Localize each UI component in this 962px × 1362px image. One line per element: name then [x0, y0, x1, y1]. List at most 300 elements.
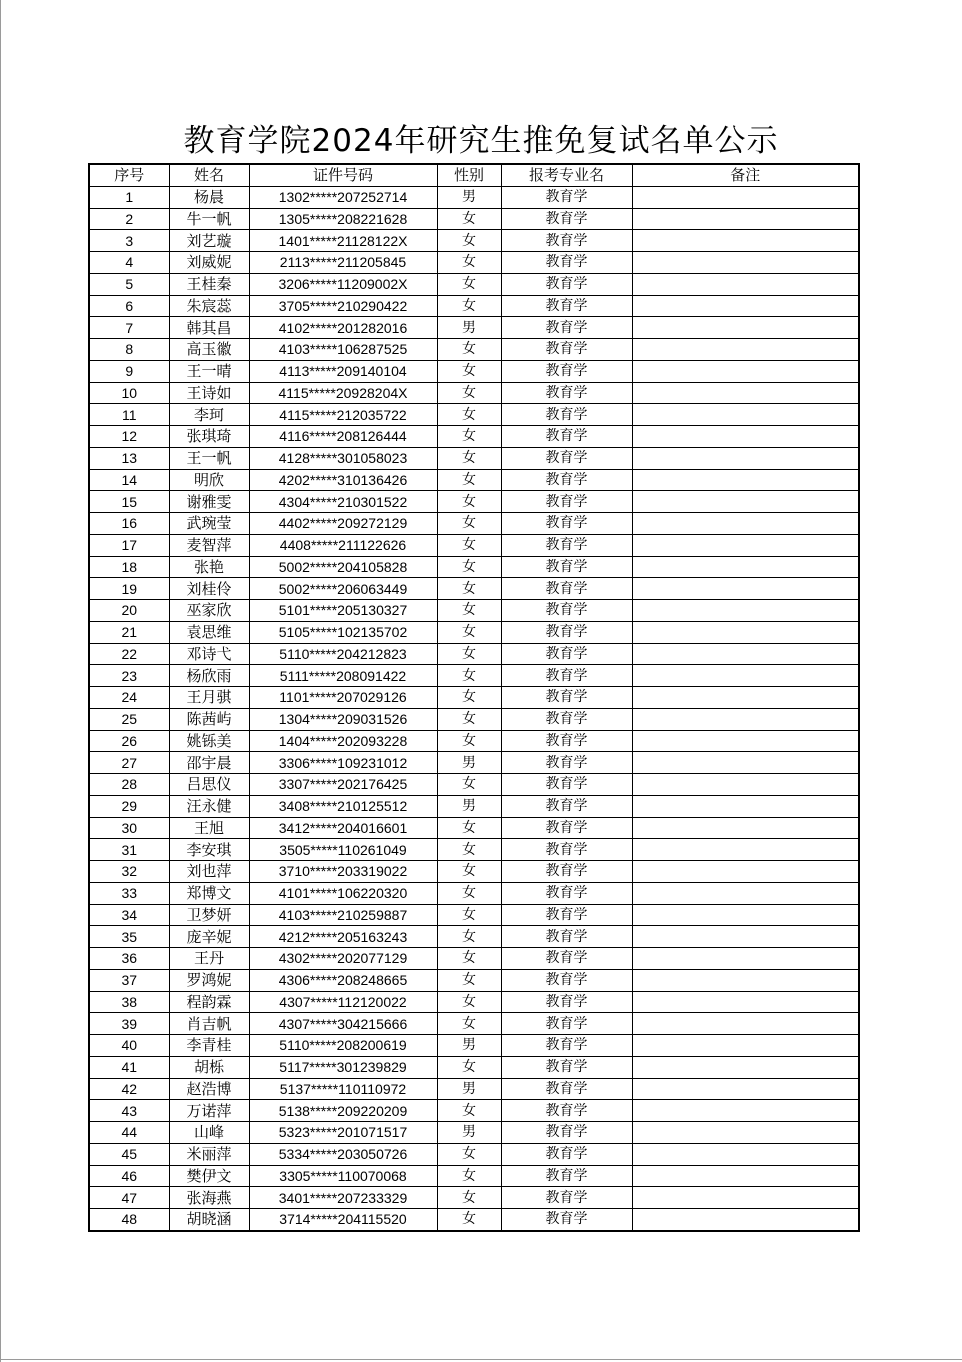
- cell-major: 教育学: [501, 904, 632, 926]
- header-id: 证件号码: [249, 164, 437, 186]
- cell-major: 教育学: [501, 469, 632, 491]
- table-row: [89, 774, 859, 796]
- cell-note: [632, 774, 859, 796]
- table-row: [89, 730, 859, 752]
- cell-no: 41: [89, 1056, 169, 1078]
- cell-name: 王一晴: [169, 360, 249, 382]
- cell-name: 刘也萍: [169, 861, 249, 883]
- cell-major: 教育学: [501, 643, 632, 665]
- cell-no: 1: [89, 186, 169, 208]
- cell-no: 47: [89, 1187, 169, 1209]
- cell-sex: 女: [437, 839, 501, 861]
- cell-name: 姚铄美: [169, 730, 249, 752]
- cell-id: 4128*****301058023: [249, 447, 437, 469]
- cell-major: 教育学: [501, 991, 632, 1013]
- cell-id: 4306*****208248665: [249, 969, 437, 991]
- cell-no: 36: [89, 948, 169, 970]
- table-row: [89, 904, 859, 926]
- cell-no: 48: [89, 1209, 169, 1231]
- cell-name: 郑博文: [169, 882, 249, 904]
- cell-no: 9: [89, 360, 169, 382]
- table-row: [89, 295, 859, 317]
- page-edge-left: [0, 0, 1, 1362]
- cell-sex: 女: [437, 360, 501, 382]
- cell-name: 王桂秦: [169, 273, 249, 295]
- cell-major: 教育学: [501, 382, 632, 404]
- cell-id: 4116*****208126444: [249, 426, 437, 448]
- table-row: [89, 513, 859, 535]
- cell-no: 40: [89, 1035, 169, 1057]
- cell-major: 教育学: [501, 1035, 632, 1057]
- cell-sex: 女: [437, 643, 501, 665]
- cell-sex: 女: [437, 491, 501, 513]
- cell-name: 陈茜屿: [169, 708, 249, 730]
- cell-name: 刘威妮: [169, 252, 249, 274]
- table-row: [89, 1056, 859, 1078]
- cell-major: 教育学: [501, 1187, 632, 1209]
- cell-name: 程韵霖: [169, 991, 249, 1013]
- cell-id: 2113*****211205845: [249, 252, 437, 274]
- table-row: [89, 795, 859, 817]
- cell-note: [632, 904, 859, 926]
- cell-no: 31: [89, 839, 169, 861]
- table-row: [89, 273, 859, 295]
- cell-name: 李安琪: [169, 839, 249, 861]
- cell-sex: 男: [437, 1035, 501, 1057]
- cell-major: 教育学: [501, 339, 632, 361]
- cell-note: [632, 708, 859, 730]
- cell-note: [632, 578, 859, 600]
- table-row: [89, 447, 859, 469]
- cell-major: 教育学: [501, 360, 632, 382]
- cell-major: 教育学: [501, 1143, 632, 1165]
- cell-name: 武琬莹: [169, 513, 249, 535]
- cell-major: 教育学: [501, 665, 632, 687]
- cell-id: 4212*****205163243: [249, 926, 437, 948]
- cell-major: 教育学: [501, 1122, 632, 1144]
- cell-id: 4202*****310136426: [249, 469, 437, 491]
- cell-no: 24: [89, 687, 169, 709]
- cell-sex: 女: [437, 861, 501, 883]
- table-row: [89, 578, 859, 600]
- cell-sex: 女: [437, 339, 501, 361]
- cell-id: 4102*****201282016: [249, 317, 437, 339]
- table-row: [89, 469, 859, 491]
- cell-no: 42: [89, 1078, 169, 1100]
- cell-sex: 女: [437, 926, 501, 948]
- cell-major: 教育学: [501, 882, 632, 904]
- cell-sex: 女: [437, 578, 501, 600]
- roster-table: [88, 163, 860, 1232]
- table-row: [89, 817, 859, 839]
- cell-note: [632, 491, 859, 513]
- cell-major: 教育学: [501, 273, 632, 295]
- table-row: [89, 491, 859, 513]
- cell-note: [632, 1100, 859, 1122]
- cell-note: [632, 534, 859, 556]
- cell-sex: 女: [437, 687, 501, 709]
- cell-id: 5110*****204212823: [249, 643, 437, 665]
- cell-name: 山峰: [169, 1122, 249, 1144]
- table-row: [89, 687, 859, 709]
- table-row: [89, 1100, 859, 1122]
- cell-no: 33: [89, 882, 169, 904]
- cell-name: 张琪琦: [169, 426, 249, 448]
- cell-name: 高玉徽: [169, 339, 249, 361]
- cell-sex: 女: [437, 556, 501, 578]
- cell-note: [632, 360, 859, 382]
- cell-note: [632, 404, 859, 426]
- cell-note: [632, 339, 859, 361]
- cell-note: [632, 1143, 859, 1165]
- cell-sex: 女: [437, 230, 501, 252]
- cell-no: 32: [89, 861, 169, 883]
- cell-sex: 女: [437, 708, 501, 730]
- cell-name: 张海燕: [169, 1187, 249, 1209]
- cell-name: 邵宇晨: [169, 752, 249, 774]
- cell-id: 5334*****203050726: [249, 1143, 437, 1165]
- cell-note: [632, 230, 859, 252]
- page-edge-bottom: [0, 1359, 962, 1360]
- cell-name: 王一帆: [169, 447, 249, 469]
- cell-major: 教育学: [501, 317, 632, 339]
- cell-id: 3307*****202176425: [249, 774, 437, 796]
- cell-major: 教育学: [501, 230, 632, 252]
- cell-sex: 女: [437, 208, 501, 230]
- table-row: [89, 208, 859, 230]
- cell-no: 39: [89, 1013, 169, 1035]
- cell-no: 4: [89, 252, 169, 274]
- roster-body: [89, 186, 859, 1231]
- cell-id: 3412*****204016601: [249, 817, 437, 839]
- cell-major: 教育学: [501, 839, 632, 861]
- cell-note: [632, 1209, 859, 1231]
- table-row: [89, 621, 859, 643]
- cell-name: 卫梦妍: [169, 904, 249, 926]
- cell-no: 11: [89, 404, 169, 426]
- cell-no: 19: [89, 578, 169, 600]
- table-row: [89, 991, 859, 1013]
- cell-major: 教育学: [501, 774, 632, 796]
- cell-no: 16: [89, 513, 169, 535]
- cell-id: 5117*****301239829: [249, 1056, 437, 1078]
- cell-note: [632, 1078, 859, 1100]
- cell-note: [632, 1187, 859, 1209]
- cell-major: 教育学: [501, 600, 632, 622]
- cell-sex: 女: [437, 426, 501, 448]
- cell-major: 教育学: [501, 491, 632, 513]
- table-row: [89, 600, 859, 622]
- table-row: [89, 1122, 859, 1144]
- cell-id: 3505*****110261049: [249, 839, 437, 861]
- cell-major: 教育学: [501, 447, 632, 469]
- cell-name: 王诗如: [169, 382, 249, 404]
- cell-major: 教育学: [501, 730, 632, 752]
- cell-sex: 女: [437, 1187, 501, 1209]
- cell-name: 邓诗弋: [169, 643, 249, 665]
- table-row: [89, 839, 859, 861]
- cell-no: 35: [89, 926, 169, 948]
- cell-no: 15: [89, 491, 169, 513]
- cell-name: 朱宸蕊: [169, 295, 249, 317]
- cell-note: [632, 687, 859, 709]
- cell-no: 18: [89, 556, 169, 578]
- cell-major: 教育学: [501, 926, 632, 948]
- cell-no: 46: [89, 1165, 169, 1187]
- cell-major: 教育学: [501, 1209, 632, 1231]
- cell-name: 巫家欣: [169, 600, 249, 622]
- cell-name: 米丽萍: [169, 1143, 249, 1165]
- cell-id: 3401*****207233329: [249, 1187, 437, 1209]
- cell-id: 4408*****211122626: [249, 534, 437, 556]
- cell-note: [632, 273, 859, 295]
- cell-note: [632, 817, 859, 839]
- cell-name: 万诺萍: [169, 1100, 249, 1122]
- cell-id: 5323*****201071517: [249, 1122, 437, 1144]
- cell-note: [632, 295, 859, 317]
- cell-sex: 女: [437, 404, 501, 426]
- cell-no: 27: [89, 752, 169, 774]
- table-row: [89, 404, 859, 426]
- cell-note: [632, 447, 859, 469]
- cell-sex: 女: [437, 252, 501, 274]
- table-row: [89, 426, 859, 448]
- cell-note: [632, 1056, 859, 1078]
- table-row: [89, 1013, 859, 1035]
- cell-sex: 女: [437, 1165, 501, 1187]
- cell-note: [632, 426, 859, 448]
- cell-sex: 男: [437, 317, 501, 339]
- cell-note: [632, 730, 859, 752]
- table-row: [89, 556, 859, 578]
- cell-id: 1304*****209031526: [249, 708, 437, 730]
- table-row: [89, 1209, 859, 1231]
- cell-name: 牛一帆: [169, 208, 249, 230]
- table-row: [89, 1187, 859, 1209]
- table-row: [89, 186, 859, 208]
- cell-id: 4402*****209272129: [249, 513, 437, 535]
- cell-sex: 女: [437, 1100, 501, 1122]
- table-row: [89, 882, 859, 904]
- cell-id: 3408*****210125512: [249, 795, 437, 817]
- cell-major: 教育学: [501, 1100, 632, 1122]
- cell-id: 1305*****208221628: [249, 208, 437, 230]
- cell-id: 5101*****205130327: [249, 600, 437, 622]
- cell-name: 赵浩博: [169, 1078, 249, 1100]
- cell-no: 25: [89, 708, 169, 730]
- cell-note: [632, 186, 859, 208]
- cell-name: 刘桂伶: [169, 578, 249, 600]
- cell-no: 34: [89, 904, 169, 926]
- cell-id: 4302*****202077129: [249, 948, 437, 970]
- cell-sex: 女: [437, 1143, 501, 1165]
- cell-no: 13: [89, 447, 169, 469]
- table-row: [89, 1078, 859, 1100]
- cell-no: 23: [89, 665, 169, 687]
- cell-id: 3305*****110070068: [249, 1165, 437, 1187]
- table-row: [89, 861, 859, 883]
- cell-sex: 女: [437, 882, 501, 904]
- cell-note: [632, 513, 859, 535]
- cell-note: [632, 621, 859, 643]
- cell-note: [632, 556, 859, 578]
- table-row: [89, 708, 859, 730]
- cell-id: 3714*****204115520: [249, 1209, 437, 1231]
- document-title: 教育学院2024年研究生推免复试名单公示: [183, 123, 779, 159]
- cell-name: 汪永健: [169, 795, 249, 817]
- cell-id: 5138*****209220209: [249, 1100, 437, 1122]
- cell-name: 胡晓涵: [169, 1209, 249, 1231]
- cell-name: 肖吉帆: [169, 1013, 249, 1035]
- cell-id: 4103*****210259887: [249, 904, 437, 926]
- cell-id: 5111*****208091422: [249, 665, 437, 687]
- cell-no: 30: [89, 817, 169, 839]
- table-row: [89, 969, 859, 991]
- cell-no: 44: [89, 1122, 169, 1144]
- cell-note: [632, 1013, 859, 1035]
- cell-id: 4307*****304215666: [249, 1013, 437, 1035]
- cell-sex: 女: [437, 534, 501, 556]
- cell-major: 教育学: [501, 556, 632, 578]
- cell-id: 4115*****212035722: [249, 404, 437, 426]
- cell-no: 22: [89, 643, 169, 665]
- cell-id: 4304*****210301522: [249, 491, 437, 513]
- cell-sex: 女: [437, 817, 501, 839]
- cell-no: 28: [89, 774, 169, 796]
- cell-no: 7: [89, 317, 169, 339]
- cell-name: 王月骐: [169, 687, 249, 709]
- cell-no: 2: [89, 208, 169, 230]
- table-row: [89, 1035, 859, 1057]
- header-row: [89, 164, 859, 186]
- cell-sex: 男: [437, 1122, 501, 1144]
- cell-id: 3705*****210290422: [249, 295, 437, 317]
- table-row: [89, 752, 859, 774]
- cell-no: 5: [89, 273, 169, 295]
- cell-sex: 男: [437, 752, 501, 774]
- cell-major: 教育学: [501, 861, 632, 883]
- cell-note: [632, 208, 859, 230]
- cell-no: 45: [89, 1143, 169, 1165]
- cell-name: 张艳: [169, 556, 249, 578]
- cell-sex: 女: [437, 1209, 501, 1231]
- header-sex: 性别: [437, 164, 501, 186]
- cell-note: [632, 1122, 859, 1144]
- cell-note: [632, 861, 859, 883]
- table-row: [89, 665, 859, 687]
- cell-no: 8: [89, 339, 169, 361]
- cell-no: 21: [89, 621, 169, 643]
- cell-sex: 女: [437, 948, 501, 970]
- cell-no: 6: [89, 295, 169, 317]
- cell-major: 教育学: [501, 1056, 632, 1078]
- cell-sex: 女: [437, 273, 501, 295]
- cell-name: 杨晨: [169, 186, 249, 208]
- cell-id: 5110*****208200619: [249, 1035, 437, 1057]
- cell-major: 教育学: [501, 578, 632, 600]
- cell-name: 庞辛妮: [169, 926, 249, 948]
- cell-major: 教育学: [501, 252, 632, 274]
- cell-major: 教育学: [501, 513, 632, 535]
- cell-no: 37: [89, 969, 169, 991]
- header-note: 备注: [632, 164, 859, 186]
- cell-note: [632, 948, 859, 970]
- cell-major: 教育学: [501, 948, 632, 970]
- cell-name: 罗鸿妮: [169, 969, 249, 991]
- cell-name: 韩其昌: [169, 317, 249, 339]
- cell-sex: 女: [437, 513, 501, 535]
- cell-name: 谢雅雯: [169, 491, 249, 513]
- cell-note: [632, 991, 859, 1013]
- cell-note: [632, 839, 859, 861]
- cell-note: [632, 795, 859, 817]
- cell-id: 5105*****102135702: [249, 621, 437, 643]
- cell-major: 教育学: [501, 817, 632, 839]
- cell-major: 教育学: [501, 1078, 632, 1100]
- cell-id: 3306*****109231012: [249, 752, 437, 774]
- cell-note: [632, 643, 859, 665]
- header-major: 报考专业名: [501, 164, 632, 186]
- cell-sex: 女: [437, 665, 501, 687]
- cell-no: 26: [89, 730, 169, 752]
- cell-no: 38: [89, 991, 169, 1013]
- cell-name: 吕思仪: [169, 774, 249, 796]
- cell-name: 麦智萍: [169, 534, 249, 556]
- cell-no: 20: [89, 600, 169, 622]
- cell-sex: 女: [437, 774, 501, 796]
- cell-major: 教育学: [501, 426, 632, 448]
- cell-major: 教育学: [501, 687, 632, 709]
- cell-no: 14: [89, 469, 169, 491]
- cell-name: 樊伊文: [169, 1165, 249, 1187]
- cell-sex: 女: [437, 1056, 501, 1078]
- cell-id: 3710*****203319022: [249, 861, 437, 883]
- table-row: [89, 382, 859, 404]
- cell-note: [632, 665, 859, 687]
- table-row: [89, 317, 859, 339]
- table-row: [89, 643, 859, 665]
- cell-major: 教育学: [501, 621, 632, 643]
- cell-sex: 女: [437, 382, 501, 404]
- cell-sex: 男: [437, 1078, 501, 1100]
- cell-name: 明欣: [169, 469, 249, 491]
- cell-name: 刘艺璇: [169, 230, 249, 252]
- cell-sex: 女: [437, 730, 501, 752]
- table-row: [89, 926, 859, 948]
- cell-note: [632, 1035, 859, 1057]
- cell-sex: 女: [437, 600, 501, 622]
- cell-sex: 女: [437, 904, 501, 926]
- cell-id: 4101*****106220320: [249, 882, 437, 904]
- cell-major: 教育学: [501, 534, 632, 556]
- cell-name: 李青桂: [169, 1035, 249, 1057]
- cell-note: [632, 252, 859, 274]
- cell-id: 4113*****209140104: [249, 360, 437, 382]
- cell-id: 5137*****110110972: [249, 1078, 437, 1100]
- cell-id: 4115*****20928204X: [249, 382, 437, 404]
- cell-sex: 男: [437, 186, 501, 208]
- cell-note: [632, 969, 859, 991]
- table-row: [89, 360, 859, 382]
- cell-id: 1401*****21128122X: [249, 230, 437, 252]
- cell-no: 10: [89, 382, 169, 404]
- cell-note: [632, 382, 859, 404]
- cell-sex: 女: [437, 1013, 501, 1035]
- table-row: [89, 534, 859, 556]
- cell-major: 教育学: [501, 295, 632, 317]
- cell-no: 43: [89, 1100, 169, 1122]
- header-name: 姓名: [169, 164, 249, 186]
